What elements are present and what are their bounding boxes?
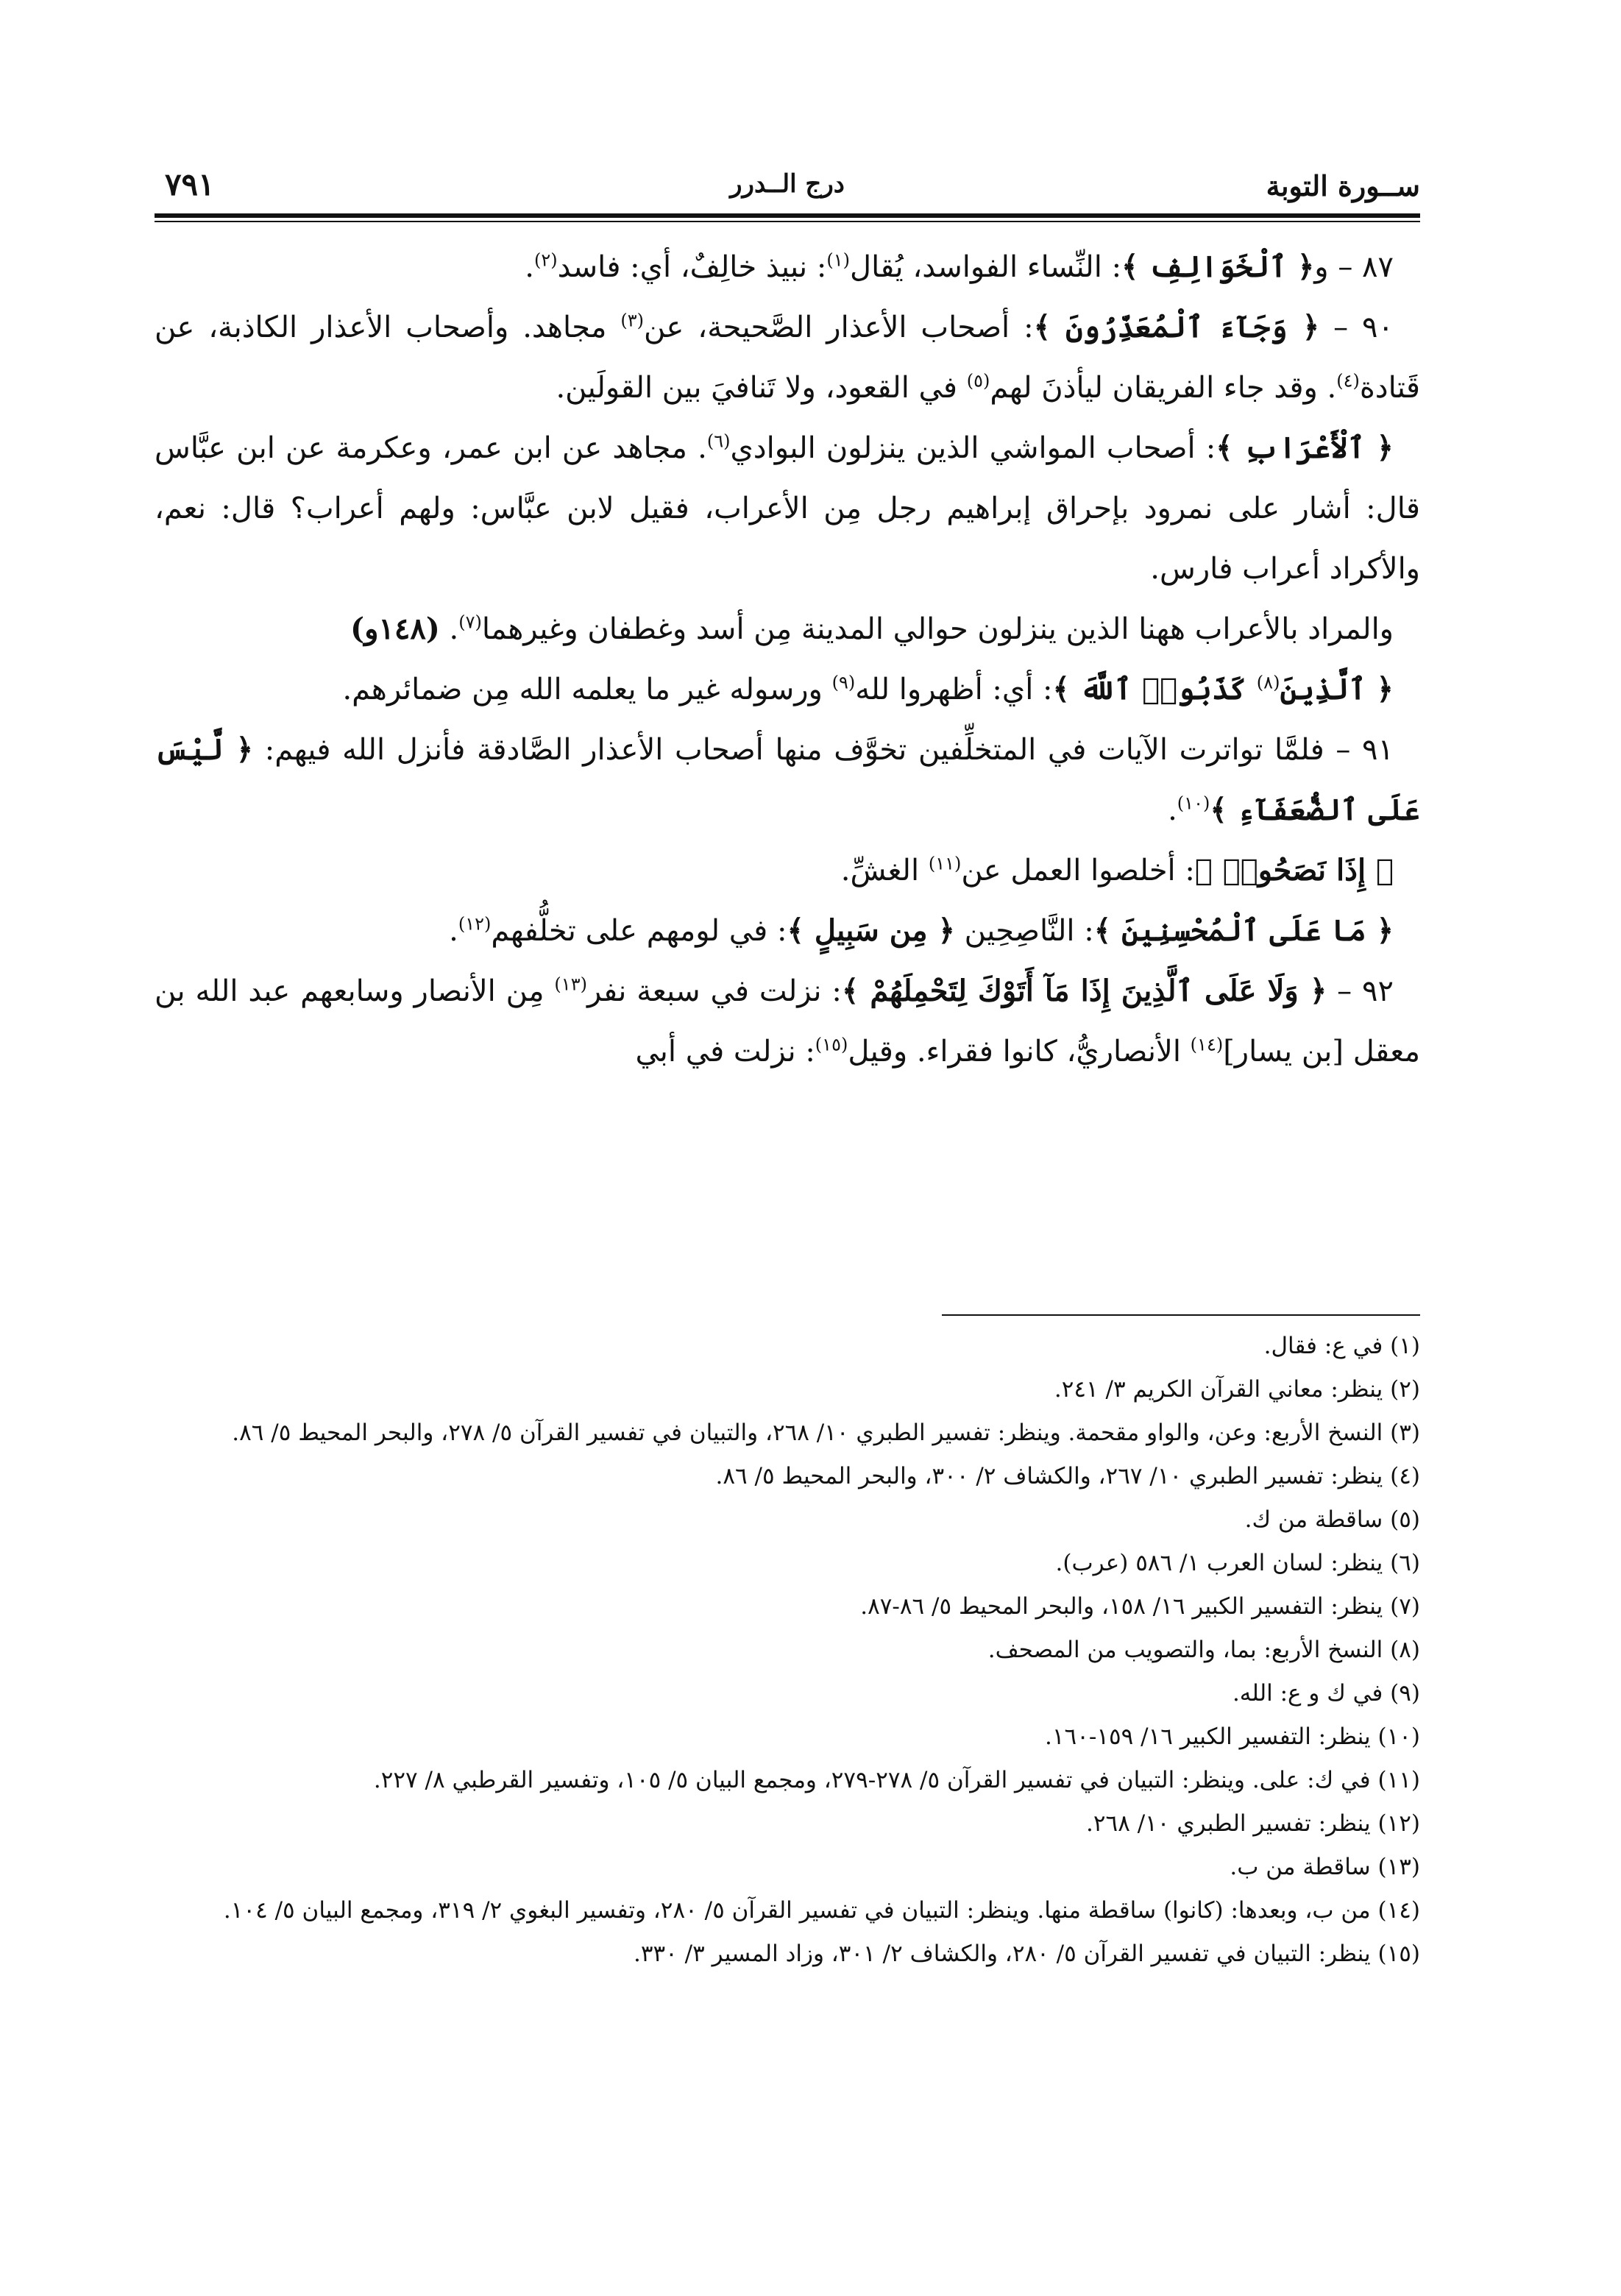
footnote-item: (١٣) ساقطة من ب. <box>1230 1854 1420 1880</box>
paragraph-text: . <box>525 250 534 284</box>
paragraph-text: : أصحاب المواشي الذين ينزلون البوادي <box>730 431 1216 465</box>
paragraph-text: . وقد جاء الفريقان ليأذنَ لهم <box>990 371 1337 405</box>
footnote-ref: (٢) <box>533 249 558 271</box>
paragraph-text: : نزلت في أبي <box>635 1035 815 1069</box>
quran-quote: ﴿ مِن سَبِيلٍ ﴾ <box>787 913 955 948</box>
header-rule-thin <box>155 221 1420 222</box>
page-number: ٧٩١ <box>165 166 215 202</box>
quran-quote: ﴿ ٱلْخَوَالِفِ ﴾ <box>1121 249 1315 284</box>
footnote-item: (٦) ينظر: لسان العرب ١/ ٥٨٦ (عرب). <box>1055 1550 1420 1576</box>
footnote-item: (٣) النسخ الأربع: وعن، والواو مقحمة. وينظر: تفسير الطبري ١٠/ ٢٦٨، والتبيان في تفسير القرآن ٥/ ٢٧٨، والبحر المحيط ٥/ ٨٦. <box>232 1420 1420 1446</box>
footnote-ref: (٦) <box>706 431 731 452</box>
paragraph-text: : أخلصوا العمل عن <box>961 854 1195 887</box>
paragraph-p2 <box>155 297 1420 418</box>
paragraph-text: : النِّساء الفواسد، يُقال <box>850 250 1122 284</box>
footnote-ref: (٣) <box>620 310 645 331</box>
footnote-item: (٧) ينظر: التفسير الكبير ١٦/ ١٥٨، والبحر المحيط ٥/ ٨٦-٨٧. <box>860 1593 1420 1620</box>
paragraph-text: الغشِّ. <box>840 854 929 887</box>
footnote-ref: (٥) <box>966 370 990 391</box>
footnote-item: (١) في ع: فقال. <box>1263 1333 1420 1359</box>
paragraph-text: ٩٠ – <box>1319 311 1394 344</box>
quran-quote: ﴿ ٱلَّذِينَ <box>1280 672 1394 706</box>
paragraph-text: : النَّاصِحِين <box>954 914 1094 948</box>
paragraph-p1 <box>155 237 1420 297</box>
paragraph-text: مجاهد. وأصحاب الأعذار الكاذبة، عن قَتادة <box>155 311 1420 405</box>
paragraph-p4 <box>155 599 1420 659</box>
paragraph-text: . <box>1168 793 1177 827</box>
footnote-ref: (١١) <box>928 853 962 874</box>
footnote-item: (٥) ساقطة من ك. <box>1244 1506 1420 1533</box>
paragraph-p3 <box>155 418 1420 599</box>
paragraph-text: . <box>439 612 459 646</box>
paragraph-text: . <box>449 914 458 948</box>
paragraph-text: مِن الأنصار وسابعهم عبد الله بن معقل [بن يسار] <box>155 974 1420 1069</box>
footnote-ref: (٩) <box>831 672 856 693</box>
footnote-item: (٨) النسخ الأربع: بما، والتصويب من المصحف. <box>987 1637 1420 1663</box>
footnote-item: (٩) في ك و ع: الله. <box>1232 1680 1420 1707</box>
footnote-separator <box>942 1314 1420 1316</box>
footnote-ref: (٨) <box>1256 672 1280 693</box>
paragraph-text: ٩٢ – <box>1327 974 1394 1008</box>
paragraph-text: : نزلت في سبعة نفر <box>586 974 842 1008</box>
footnote-item: (١٥) ينظر: التبيان في تفسير القرآن ٥/ ٢٨٠، والكشاف ٢/ ٣٠١، وزاد المسير ٣/ ٣٣٠. <box>633 1941 1420 1967</box>
footnote-ref: (٤) <box>1336 370 1360 391</box>
quran-quote: ﴿ لَّيْسَ عَلَى ٱلضُّعَفَآءِ ﴾ <box>155 732 1420 827</box>
paragraph-text: : في لومهم على تخلُّفهم <box>491 914 787 948</box>
quran-quote: ﴿ وَلَا عَلَى ٱلَّذِينَ إِذَا مَآ أَتَوْكَ لِتَحْمِلَهُمْ ﴾ <box>841 974 1327 1008</box>
paragraph-p8 <box>155 901 1420 961</box>
footnote-ref: (٧) <box>458 612 482 633</box>
footnote-item: (٤) ينظر: تفسير الطبري ١٠/ ٢٦٧، والكشاف ٢/ ٣٠٠، والبحر المحيط ٥/ ٨٦. <box>715 1463 1420 1489</box>
footnote-ref: (١) <box>826 249 851 271</box>
running-head-book-title: درج الــدرر <box>730 169 845 199</box>
quran-quote: ﴿ مَا عَلَى ٱلْمُحْسِنِينَ ﴾ <box>1093 913 1394 948</box>
footnotes <box>155 1325 1420 1976</box>
footnote-item: (١٢) ينظر: تفسير الطبري ١٠/ ٢٦٨. <box>1086 1810 1420 1837</box>
quran-quote: ﴿ ٱلْأَعْرَابِ ﴾ <box>1216 431 1394 465</box>
paragraph-p6 <box>155 720 1420 840</box>
footnote-item: (١٤) من ب، وبعدها: (كانوا) ساقطة منها. وينظر: التبيان في تفسير القرآن ٥/ ٢٨٠، وتفسير البغوي ٢/ ٣١٩، ومجمع البيان ٥/ ١٠٤. <box>223 1897 1420 1924</box>
paragraph-p5 <box>155 659 1420 720</box>
paragraph-text: الأنصاريُّ، كانوا فقراء. وقيل <box>848 1035 1191 1069</box>
footnote-ref: (١٠) <box>1177 793 1210 814</box>
footnote-ref: (١٢) <box>458 913 492 935</box>
paragraph-p9 <box>155 961 1420 1082</box>
quran-quote: (١٤٨و) <box>350 612 440 646</box>
footnote-ref: (١٥) <box>815 1034 848 1055</box>
paragraph-text: ٨٧ – و <box>1314 250 1394 284</box>
paragraph-p7 <box>155 840 1420 901</box>
paragraph-text: : أصحاب الأعذار الصَّحيحة، عن <box>644 311 1034 344</box>
paragraph-text: ٩١ – فلمَّا تواترت الآيات في المتخلِّفين تخوَّف منها أصحاب الأعذار الصَّادقة فأنزل الله فيهم: <box>253 733 1394 767</box>
main-text <box>155 237 1420 1082</box>
quran-quote: ﴿ إِذَا نَصَحُوا۟ ﴾ <box>1194 853 1394 887</box>
paragraph-text: : نبيذ خالِفٌ، أي: فاسد <box>557 250 827 284</box>
paragraph-text: والمراد بالأعراب ههنا الذين ينزلون حوالي المدينة مِن أسد وغطفان وغيرهما <box>481 612 1394 646</box>
footnote-ref: (١٤) <box>1190 1034 1224 1055</box>
page-header <box>155 166 1420 210</box>
paragraph-text: في القعود، ولا تَنافيَ بين القولَين. <box>556 371 967 405</box>
running-head-surah: ســورة التوبة <box>1266 169 1420 202</box>
footnote-ref: (١٣) <box>554 974 587 995</box>
paragraph-text: : أي: أظهروا لله <box>855 673 1053 706</box>
header-rule-thick <box>155 213 1420 218</box>
quran-quote: ﴿ وَجَآءَ ٱلْمُعَذِّرُونَ ﴾ <box>1033 310 1320 344</box>
quran-quote: كَذَبُوا۟ ٱللَّهَ ﴾ <box>1052 672 1257 706</box>
paragraph-text: . مجاهد عن ابن عمر، وعكرمة عن ابن عبَّاس قال: أشار على نمرود بإحراق إبراهيم رجل مِن الأعراب، فقيل لابن عبَّاس: ولهم أعراب؟ قال: نعم، والأكراد أعراب فارس. <box>155 431 1420 586</box>
footnote-item: (١٠) ينظر: التفسير الكبير ١٦/ ١٥٩-١٦٠. <box>1045 1723 1420 1750</box>
paragraph-text: ورسوله غير ما يعلمه الله مِن ضمائرهم. <box>342 673 832 706</box>
footnote-item: (١١) في ك: على. وينظر: التبيان في تفسير القرآن ٥/ ٢٧٨-٢٧٩، ومجمع البيان ٥/ ١٠٥، وتفسير القرطبي ٨/ ٢٢٧. <box>373 1767 1420 1793</box>
footnote-item: (٢) ينظر: معاني القرآن الكريم ٣/ ٢٤١. <box>1054 1376 1420 1403</box>
